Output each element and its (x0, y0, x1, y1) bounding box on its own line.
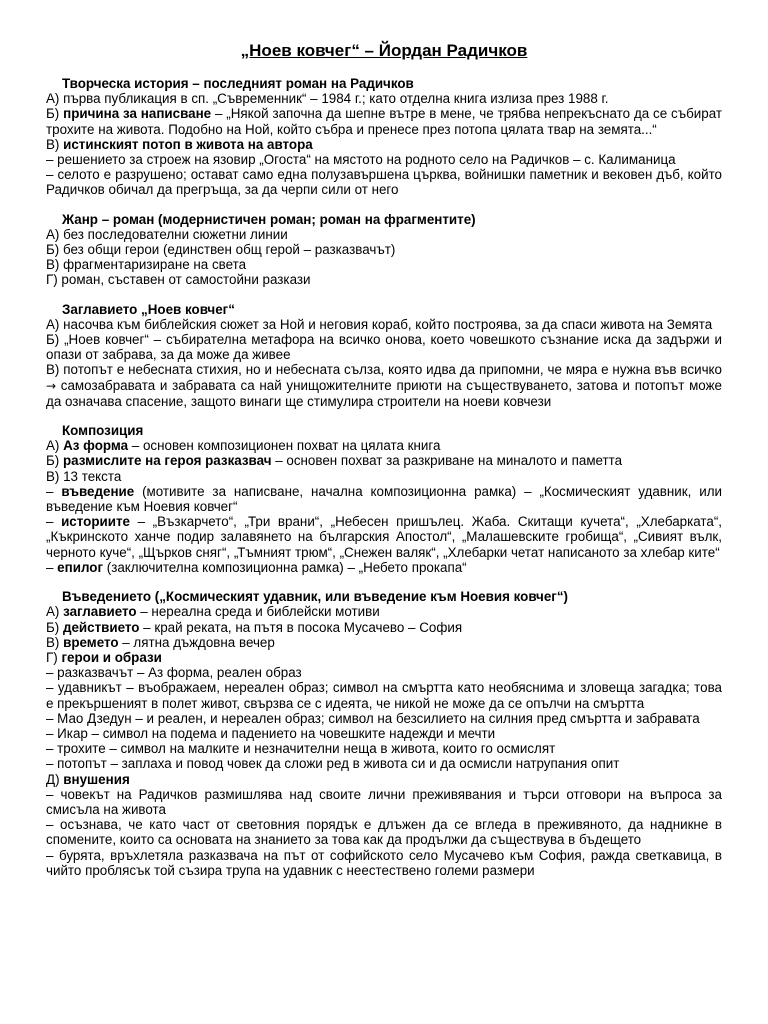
item-rest: – нереална среда и библейски мотиви (136, 604, 380, 620)
section-title-meaning (46, 302, 722, 409)
document-title: „Ноев ковчег“ – Йордан Радичков (240, 41, 528, 60)
item-prefix: Д) (46, 771, 64, 787)
list-item: – разказвачът – Аз форма, реален образ (46, 665, 302, 681)
item-bold: причина за написване (63, 106, 212, 122)
heading-bold: Творческа история (62, 76, 189, 91)
item-rest: – основен композиционен похват на цялата книга (128, 438, 441, 454)
item-text: В) потопът е небесната стихия, но и небесната сълза, която идва да припомни, че мяра е нужна във всичко (46, 362, 722, 378)
item-prefix: В) (46, 136, 64, 152)
item-rest: – основен похват за разкриване на миналото и паметта (271, 453, 623, 469)
section-heading (46, 76, 722, 91)
item-bold: герои и образи (61, 649, 162, 665)
section-heading: Заглавието „Ноев ковчег“ (62, 301, 235, 317)
item-prefix: А) (46, 438, 64, 454)
section-composition (46, 423, 722, 575)
item-v: В) 13 текста (46, 468, 122, 484)
item-a: А) първа публикация в сп. „Съвременник“ – 1984 г.; като отделна книга излиза през 1988 г. (46, 91, 609, 107)
item-prefix: В) (46, 634, 64, 650)
item-d (46, 772, 722, 787)
item-v: В) фрагментаризиране на света (46, 257, 247, 273)
item-bold: истинският потоп в живота на автора (63, 136, 313, 152)
list-item: – осъзнава, че като част от световния порядък е длъжен да се вгледа в преживяното, да надникне в спомените, които са основата на знанието за това как да продължи да съществува в бъдещето (46, 817, 722, 848)
item-bold: внушения (63, 771, 130, 787)
item-rest: (мотивите за написване, начална композиционна рамка) – „Космическият удавник, или въведение към Ноевия ковчег“ (46, 483, 722, 515)
list-item: – потопът – заплаха и повод човек да сложи ред в живота си и да осмисли натрупания опит (46, 756, 620, 772)
item-rest: (заключителна композиционна рамка) – „Небето прокапа“ (103, 559, 467, 575)
item-prefix: Б) (46, 106, 64, 122)
item-prefix: – (46, 483, 62, 499)
item-rest: – „Някой започна да шепне вътре в мене, че трябва непрекъснато да се събират трохите на живота. Подобно на Ной, който събра и пренесе през потопа цялата твар на земята...“ (46, 106, 722, 137)
item-prefix: Б) (46, 453, 63, 469)
item-bold: историите (61, 514, 130, 530)
item-v (46, 137, 722, 152)
item-g: Г) роман, съставен от самостойни разкази (46, 272, 311, 288)
item-a: А) без последователни сюжетни линии (46, 226, 288, 242)
section-heading: Въведението („Космическият удавник, или въведение към Ноевия ковчег“) (62, 589, 568, 605)
list-item: – бурята, връхлетяла разказвача на път от софийското село Мусачево към София, ражда светкавица, в чийто проблясък той съзира трупа на удавник с неестествено големи размери (46, 847, 722, 878)
item-a: А) насочва към библейския сюжет за Ной и неговия кораб, който построява, за да спаси живота на Земята (46, 316, 713, 332)
item-bold: епилог (57, 559, 104, 575)
item-introduction (46, 484, 722, 514)
item-v-line-1: – решението за строеж на язовир „Огоста“ на мястото на родното село на Радичков – с. Калиманица (46, 152, 676, 168)
item-bold: времето (63, 634, 119, 650)
item-rest: – „Възкарчето“, „Три врани“, „Небесен пришълец. Жаба. Скитащи кучета“, „Хлебарката“, „Къкринското ханче подир залавянето на българския Апостол“, „Малашевските гробища“, „Сивият вълк, черното куче“, „Щърков сняг“, „Тъмният трюм“, „Снежен валяк“, „Хлебарки четат написаното за хлебар ките“ (46, 514, 722, 560)
item-v-line-2: – селото е разрушено; остават само една полузавършена църква, войнишки паметник и вековен дъб, който Радичков обичал да прегръща, за да черпи сили от него (46, 167, 722, 198)
list-item: – Икар – символ на подема и падението на човешките надежди и мечти (46, 725, 496, 741)
item-rest: – лятна дъждовна вечер (118, 634, 275, 650)
section-heading: Композиция (62, 423, 144, 439)
item-a (46, 438, 722, 453)
item-prefix: – (46, 559, 58, 575)
item-epilogue (46, 560, 722, 575)
item-text: самозабравата и забравата са най унищожителните приюти на съществуването, затова и потопът може да означава спасение, защото винаги ще стимулира строители на ноеви ковчези (46, 377, 722, 409)
section-introduction-analysis (46, 589, 722, 878)
list-item: – Мао Дзедун – и реален, и нереален образ; символ на безсилието на силния пред смъртта и забравата (46, 710, 700, 726)
section-heading: Жанр – роман (модернистичен роман; роман на фрагментите) (62, 211, 476, 227)
list-item: – човекът на Радичков размишлява над своите лични преживявания и търси отговори на въпроса за смисъла на живота (46, 786, 722, 817)
item-bold: Аз форма (63, 438, 129, 454)
item-prefix: А) (46, 604, 64, 620)
item-b (46, 106, 722, 136)
section-creative-history (46, 76, 722, 198)
item-bold: размислите на героя разказвач (62, 453, 272, 469)
item-bold: заглавието (63, 604, 137, 620)
item-v (46, 635, 722, 650)
arrow-right-icon: → (46, 378, 57, 393)
list-item: – трохите – символ на малките и незначителни неща в живота, които го осмислят (46, 741, 556, 757)
item-b (46, 620, 722, 635)
list-item: – удавникът – въображаем, нереален образ; символ на смъртта като необяснима и зловеща загадка; това е прекършеният в полет живот, свързва се с идеята, че никой не може да се опълчи на смъртта (46, 680, 722, 711)
item-rest: – край реката, на пътя в посока Мусачево – София (139, 619, 463, 635)
item-b: Б) „Ноев ковчег“ – събирателна метафора на всичко онова, което човешкото съзнание иска да задържи и опази от забрава, за да може да живее (46, 332, 722, 363)
item-bold: въведение (61, 483, 135, 499)
item-g (46, 650, 722, 665)
item-a (46, 604, 722, 619)
section-genre (46, 212, 722, 288)
item-b (46, 453, 722, 468)
item-b: Б) без общи герои (единствен общ герой – разказвачът) (46, 242, 396, 258)
item-bold: действието (62, 619, 140, 635)
item-prefix: Г) (46, 649, 62, 665)
item-prefix: – (46, 514, 62, 530)
heading-rest: – последният роман на Радичков (188, 76, 414, 91)
item-v (46, 362, 722, 409)
item-prefix: Б) (46, 619, 63, 635)
item-stories (46, 514, 722, 560)
